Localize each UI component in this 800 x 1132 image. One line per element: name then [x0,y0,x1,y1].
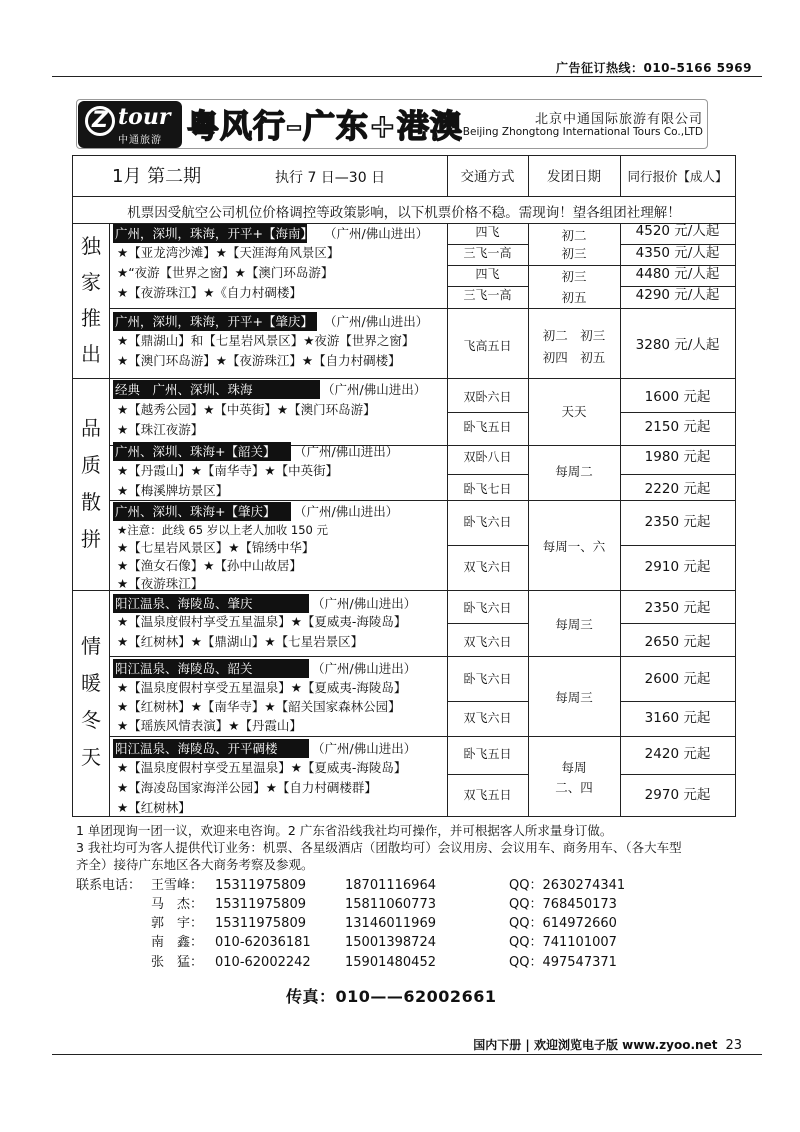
transport: 双飞六日 [463,635,512,649]
logo-mark: Z [85,106,115,136]
depart-date: 天天 [561,404,587,419]
route-sights: ★【澳门环岛游】★【夜游珠江】★【自力村碉楼】 [117,353,401,368]
price: 1600 元起 [644,389,711,405]
depart-date: 初二 初三 [542,328,606,343]
page-footer [473,1036,742,1053]
company-name-en: Beijing Zhongtong International Tours Co.,LTD [462,126,703,138]
period-label: 执行 7 日—30 日 [275,170,386,186]
route-sights: ★【渔女石像】★【孙中山故居】 [117,558,302,573]
page-number: 23 [725,1038,742,1053]
transport: 双飞六日 [463,711,512,725]
section-exclusive: 独 家 推 出 [81,234,101,366]
note-line: 1 单团现询一团一议，欢迎来电咨询。2 广东省沿线我社均可操作，并可根据客人所求量身订做。 [76,823,613,838]
contact-qq: QQ：614972660 [509,916,617,931]
transport: 卧飞七日 [463,482,512,496]
route-title: 广州，深圳，珠海，开平+【海南】 [115,226,313,241]
depart-date: 初三 [561,246,587,261]
transport: 卧飞六日 [463,672,512,686]
route-port: （广州/佛山进出） [324,314,429,329]
contact-p2: 13146011969 [345,916,436,931]
col-price: 同行报价【成人】 [627,169,728,184]
transport: 三飞一高 [463,246,512,260]
page-title: 粤风行–广东+港澳 [187,107,463,145]
transport: 卧飞五日 [463,747,512,761]
price: 2600 元起 [644,671,711,687]
route-title: 经典 广州、深圳、珠海 [115,382,253,397]
col-date: 发团日期 [547,169,601,185]
price: 2150 元起 [644,419,711,435]
transport: 双卧六日 [463,390,512,404]
route-sights: ★【红树林】 [117,800,191,815]
route-sights: ★【瑶族风情表演】★【丹霞山】 [117,718,302,733]
route-sights: ★【越秀公园】★【中英街】★【澳门环岛游】 [117,402,376,417]
route-sights: ★【亚龙湾沙滩】★【天涯海角风景区】 [117,245,340,260]
contact-p1: 010-62036181 [215,935,311,950]
depart-date: 每周一、六 [542,539,606,554]
route-title: 广州，深圳，珠海，开平+【肇庆】 [115,314,313,329]
depart-date: 每周三 [555,617,593,632]
footer-rule [52,1054,762,1055]
note-line: 齐全）接待广东地区各大商务考察及参观。 [76,857,314,872]
contact-p1: 15311975809 [215,916,306,931]
contact-name: 张 猛： [151,955,204,970]
price: 2420 元起 [644,746,711,762]
price: 2910 元起 [644,559,711,575]
route-title: 阳江温泉、海陵岛、开平碉楼 [115,741,278,756]
route-port: （广州/佛山进出） [322,382,427,397]
route-port: （广州/佛山进出） [312,741,417,756]
route-note: ★注意：此线 65 岁以上老人加收 150 元 [117,523,329,537]
contacts-label: 联系电话： [76,878,142,893]
route-port: （广州/佛山进出） [312,661,417,676]
contact-qq: QQ：768450173 [509,897,617,912]
col-transport: 交通方式 [460,169,515,185]
notes [76,822,756,873]
route-sights: ★【温泉度假村享受五星温泉】★【夏威夷-海陵岛】 [117,680,407,695]
route-port: （广州/佛山进出） [312,596,417,611]
route-title: 阳江温泉、海陵岛、肇庆 [115,596,253,611]
price-notice: 机票因受航空公司机位价格调控等政策影响，以下机票价格不稳。需现询！望各组团社理解！ [127,205,681,221]
price: 3280 元/人起 [635,337,720,353]
price: 2350 元起 [644,514,711,530]
transport: 三飞一高 [463,288,512,302]
depart-date: 初三 [561,269,587,284]
route-sights: ★“夜游【世界之窗】★【澳门环岛游】 [117,265,334,280]
contact-qq: QQ：497547371 [509,955,617,970]
depart-date: 初五 [561,290,587,305]
contact-qq: QQ：741101007 [509,935,617,950]
price: 4290 元/人起 [635,287,720,303]
transport: 卧飞六日 [463,515,512,529]
contact-p1: 15311975809 [215,878,306,893]
route-port: （广州/佛山进出） [294,444,399,459]
transport: 四飞 [475,267,500,281]
route-title: 阳江温泉、海陵岛、韶关 [115,661,253,676]
price: 2220 元起 [644,481,711,497]
price: 2970 元起 [644,787,711,803]
route-title: 广州、深圳、珠海+【肇庆】 [115,504,276,519]
transport: 飞高五日 [463,339,512,353]
depart-date: 初二 [561,228,587,243]
logo-brand: tour [118,104,171,130]
contact-name: 郭 宇： [151,916,204,931]
transport: 卧飞六日 [463,601,512,615]
transport: 双卧八日 [463,450,512,464]
contact-p2: 18701116964 [345,878,436,893]
contact-name: 王雪峰： [151,878,204,893]
contact-qq: QQ：2630274341 [509,878,626,893]
route-port: （广州/佛山进出） [294,504,399,519]
contact-p1: 010-62002242 [215,955,311,970]
contact-p2: 15811060773 [345,897,436,912]
route-sights: ★【红树林】★【鼎湖山】★【七星岩景区】 [117,634,364,649]
transport: 双飞五日 [463,788,512,802]
issue-label: 1月 第二期 [112,166,202,187]
contact-p2: 15901480452 [345,955,436,970]
contact-name: 南 鑫： [151,935,204,950]
route-sights: ★【海凌岛国家海洋公园】★【自力村碉楼群】 [117,780,377,795]
section-quality: 品 质 散 拼 [81,416,101,551]
footer-text: 国内下册 | 欢迎浏览电子版 www.zyoo.net [473,1038,718,1052]
depart-date: 二、四 [555,780,593,795]
route-sights: ★【温泉度假村享受五星温泉】★【夏威夷-海陵岛】 [117,614,407,629]
route-sights: ★【七星岩风景区】★【锦绣中华】 [117,540,315,555]
transport: 卧飞五日 [463,420,512,434]
price: 1980 元起 [644,449,711,465]
fax-number: 传真：010——62002661 [286,987,497,1006]
depart-date: 每周二 [555,464,593,479]
route-sights: ★【鼎湖山】和【七星岩风景区】★夜游【世界之窗】 [117,333,415,348]
route-sights: ★【丹霞山】★【南华寺】★【中英街】 [117,463,339,478]
route-sights: ★【夜游珠江】 [117,576,204,591]
depart-date: 每周三 [555,690,593,705]
route-sights: ★【红树林】★【南华寺】★【韶关国家森林公园】 [117,699,401,714]
route-port: （广州/佛山进出） [324,226,429,241]
route-title: 广州、深圳、珠海+【韶关】 [115,444,276,459]
contact-p2: 15001398724 [345,935,436,950]
price: 3160 元起 [644,710,711,726]
company-name-cn: 北京中通国际旅游有限公司 [534,112,703,127]
section-winter: 情 暖 冬 天 [81,634,101,769]
note-line: 3 我社均可为客人提供代订业务：机票、各星级酒店（团散均可）会议用房、会议用车、商务用车、（各大车型 [76,840,682,855]
route-sights: ★【夜游珠江】★《自力村碉楼】 [117,285,302,300]
depart-date: 每周 [561,760,587,775]
price: 2650 元起 [644,634,711,650]
price: 4520 元/人起 [635,223,720,239]
ad-hotline: 广告征订热线：010–5166 5969 [555,61,752,75]
transport: 四飞 [475,225,500,239]
contact-name: 马 杰： [151,897,204,912]
route-sights: ★【温泉度假村享受五星温泉】★【夏威夷-海陵岛】 [117,760,407,775]
depart-date: 初四 初五 [542,350,606,365]
route-sights: ★【梅溪牌坊景区】 [117,483,229,498]
price: 4480 元/人起 [635,266,720,282]
transport: 双飞六日 [463,560,512,574]
contact-p1: 15311975809 [215,897,306,912]
top-rule [52,76,762,77]
price: 2350 元起 [644,600,711,616]
route-sights: ★【珠江夜游】 [117,422,204,437]
price: 4350 元/人起 [635,245,720,261]
ztour-logo [78,101,182,148]
logo-sub: 中通旅游 [118,135,162,146]
